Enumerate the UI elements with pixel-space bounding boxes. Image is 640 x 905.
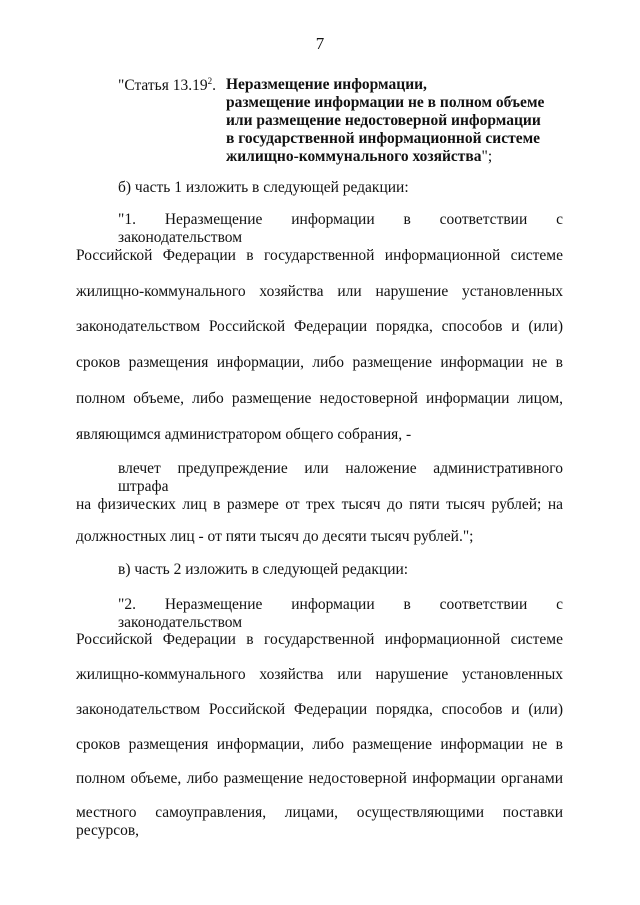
text-line: "1. Неразмещение информации в соответствии с законодательством [118, 211, 563, 246]
article-label [118, 76, 216, 95]
article-title-line: или размещение недостоверной информации [226, 112, 541, 129]
text-line: полном объеме, либо размещение недостоверной информации лицом, [76, 390, 563, 407]
article-title-line [226, 148, 492, 166]
text-line: жилищно-коммунального хозяйства или нарушение установленных [76, 666, 563, 683]
text-line: жилищно-коммунального хозяйства или нарушение установленных [76, 283, 563, 300]
text-line: законодательством Российской Федерации порядка, способов и (или) [76, 318, 563, 335]
article-title-tail: "; [481, 148, 493, 165]
text-line: в) часть 2 изложить в следующей редакции: [118, 561, 409, 578]
page-number: 7 [315, 34, 325, 53]
text-line: являющимся администратором общего собрания, - [76, 426, 412, 443]
article-superscript: 2 [207, 76, 213, 86]
article-title-line: в государственной информационной системе [226, 130, 541, 147]
article-title-last: жилищно-коммунального хозяйства [226, 148, 482, 165]
text-line: Российской Федерации в государственной информационной системе [76, 631, 563, 648]
text-line: б) часть 1 изложить в следующей редакции: [118, 179, 409, 196]
text-line: влечет предупреждение или наложение административного штрафа [118, 460, 563, 495]
text-line: полном объеме, либо размещение недостоверной информации органами [76, 770, 563, 787]
text-line: сроков размещения информации, либо размещение информации не в [76, 736, 563, 753]
text-line: сроков размещения информации, либо размещение информации не в [76, 354, 563, 371]
text-line: на физических лиц в размере от трех тысяч до пяти тысяч рублей; на [76, 496, 563, 513]
text-line: местного самоуправления, лицами, осуществляющими поставки ресурсов, [76, 804, 563, 839]
article-label-end: . [212, 77, 216, 95]
text-line: законодательством Российской Федерации порядка, способов и (или) [76, 701, 563, 718]
article-label-text: "Статья 13.19 [118, 77, 208, 95]
text-line: должностных лиц - от пяти тысяч до десяти тысяч рублей."; [76, 528, 474, 545]
text-line: Российской Федерации в государственной информационной системе [76, 247, 563, 264]
article-title-line: размещение информации не в полном объеме [226, 94, 545, 111]
article-title-line: Неразмещение информации, [226, 76, 427, 93]
text-line: "2. Неразмещение информации в соответствии с законодательством [118, 596, 563, 631]
